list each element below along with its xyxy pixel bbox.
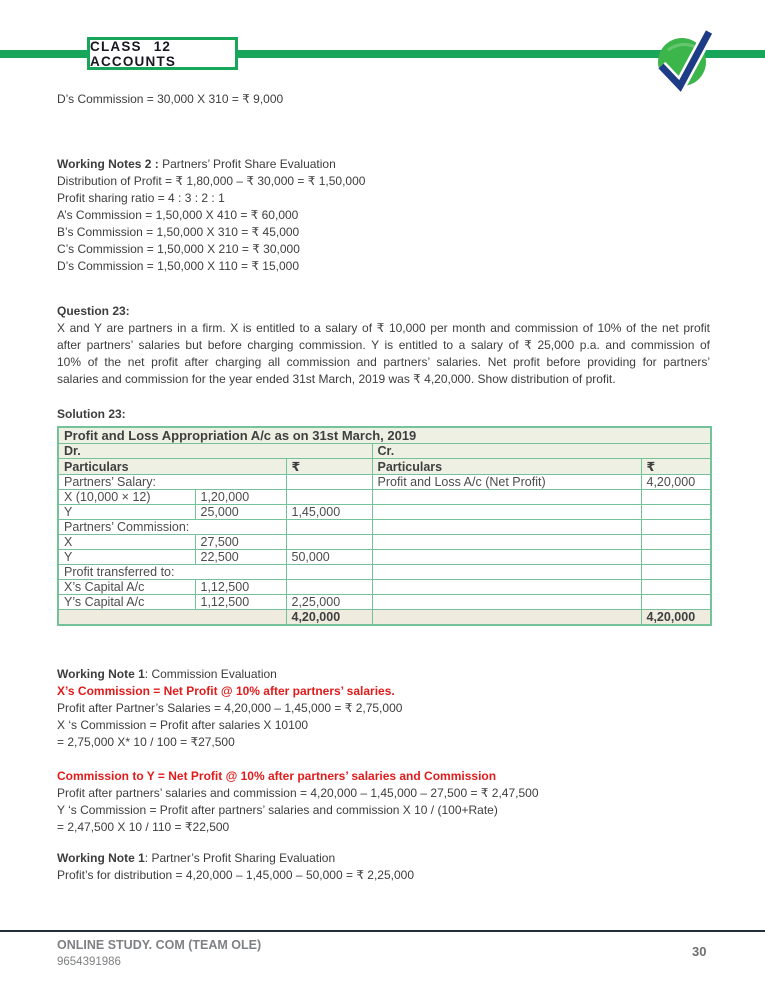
- cr-particular: Profit and Loss A/c (Net Profit): [372, 475, 641, 490]
- dr-amount: [286, 565, 372, 580]
- dr-inner-amount: 1,12,500: [195, 580, 286, 595]
- question-line: 10% of the net profit after charging all commission and partners’ salaries. Net profit before providing for partners’: [57, 355, 710, 369]
- footer-divider-line: [0, 930, 765, 932]
- table-row: [58, 505, 711, 520]
- solution-label: Solution 23:: [57, 407, 126, 421]
- question-line: after partners’ salaries but before charging commission. Y is entitled to a salary of ₹ 25,000 p.a. and commission of: [57, 338, 710, 352]
- dr-amount-header: ₹: [286, 459, 372, 475]
- cr-particular: [372, 595, 641, 610]
- cr-amount: [641, 520, 711, 535]
- page-number: 30: [692, 944, 707, 959]
- working-notes-2-line: C’s Commission = 1,50,000 X 210 = ₹ 30,000: [57, 242, 300, 256]
- intro-line: D’s Commission = 30,000 X 310 = ₹ 9,000: [57, 92, 284, 106]
- header-badge-label: CLASS 12 ACCOUNTS: [90, 38, 177, 69]
- cr-amount: [641, 595, 711, 610]
- brand-checkmark-icon: [648, 24, 720, 98]
- table-title-row: [58, 427, 711, 444]
- profit-loss-appropriation-table: [57, 426, 712, 626]
- table-header-row: [58, 459, 711, 475]
- dr-label: Dr.: [58, 444, 372, 459]
- working-notes-2-line: Distribution of Profit = ₹ 1,80,000 – ₹ 30,000 = ₹ 1,50,000: [57, 174, 366, 188]
- working-notes-2-title: Working Notes 2 : Partners’ Profit Share Evaluation: [57, 157, 336, 171]
- commission-to-y-line: Profit after partners’ salaries and commission = 4,20,000 – 1,45,000 – 27,500 = ₹ 2,47,500: [57, 786, 539, 800]
- cr-particular: [372, 520, 641, 535]
- working-notes-2-section: [57, 156, 710, 275]
- table-row: [58, 490, 711, 505]
- dr-amount: [286, 475, 372, 490]
- working-notes-2-line: B’s Commission = 1,50,000 X 310 = ₹ 45,000: [57, 225, 300, 239]
- commission-to-y-line: = 2,47,500 X 10 / 110 = ₹22,500: [57, 820, 230, 834]
- dr-particular: X’s Capital A/c: [58, 580, 195, 595]
- dr-amount: [286, 520, 372, 535]
- table-row: [58, 595, 711, 610]
- question-line: salaries and commission for the year ended 31st March, 2019 was ₹ 4,20,000. Show distribution of profit.: [57, 372, 616, 386]
- working-note-1b-title: Working Note 1: Partner’s Profit Sharing Evaluation: [57, 851, 336, 865]
- cr-total: 4,20,000: [641, 610, 711, 626]
- working-notes-2-line: D’s Commission = 1,50,000 X 110 = ₹ 15,000: [57, 259, 299, 273]
- dr-inner-amount: 27,500: [195, 535, 286, 550]
- question-line: X and Y are partners in a firm. X is entitled to a salary of ₹ 10,000 per month and commission of 10% of the net profit: [57, 321, 710, 335]
- commission-to-y-line: Y ‘s Commission = Profit after partners’ salaries and commission X 10 / (100+Rate): [57, 803, 498, 817]
- dr-amount: [286, 490, 372, 505]
- working-notes-2-line: Profit sharing ratio = 4 : 3 : 2 : 1: [57, 191, 225, 205]
- dr-inner-amount: 1,12,500: [195, 595, 286, 610]
- cr-total-spacer: [372, 610, 641, 626]
- dr-inner-amount: 22,500: [195, 550, 286, 565]
- working-note-1b-section: [57, 850, 710, 884]
- working-note-1a-line: = 2,75,000 X* 10 / 100 = ₹27,500: [57, 735, 235, 749]
- cr-label: Cr.: [372, 444, 711, 459]
- cr-particular: [372, 535, 641, 550]
- cr-amount: [641, 565, 711, 580]
- cr-amount: [641, 490, 711, 505]
- dr-particular: Profit transferred to:: [58, 565, 286, 580]
- dr-particular: X (10,000 × 12): [58, 490, 195, 505]
- cr-particular: [372, 565, 641, 580]
- table-drcr-row: [58, 444, 711, 459]
- dr-inner-amount: 1,20,000: [195, 490, 286, 505]
- question-label: Question 23:: [57, 304, 130, 318]
- working-note-1a-title: Working Note 1: Commission Evaluation: [57, 667, 277, 681]
- dr-total-spacer: [58, 610, 286, 626]
- working-note-1a-line: X ‘s Commission = Profit after salaries X 10100: [57, 718, 309, 732]
- dr-inner-amount: 25,000: [195, 505, 286, 520]
- header-badge: [87, 37, 238, 70]
- working-note-1a-highlight: X’s Commission = Net Profit @ 10% after partners’ salaries.: [57, 684, 395, 698]
- working-notes-2-line: A’s Commission = 1,50,000 X 410 = ₹ 60,000: [57, 208, 299, 222]
- table-row: [58, 565, 711, 580]
- commission-to-y-section: [57, 768, 710, 836]
- table-row: [58, 475, 711, 490]
- working-note-1a-line: Profit after Partner’s Salaries = 4,20,000 – 1,45,000 = ₹ 2,75,000: [57, 701, 403, 715]
- dr-amount: 50,000: [286, 550, 372, 565]
- cr-particular: [372, 580, 641, 595]
- table-total-row: [58, 610, 711, 626]
- footer-organization: ONLINE STUDY. COM (TEAM OLE): [57, 938, 262, 952]
- dr-amount: 2,25,000: [286, 595, 372, 610]
- cr-particular: [372, 505, 641, 520]
- dr-particular: Y: [58, 550, 195, 565]
- table-title: Profit and Loss Appropriation A/c as on 31st March, 2019: [58, 427, 711, 444]
- dr-particular: Partners’ Salary:: [58, 475, 286, 490]
- cr-particulars-header: Particulars: [372, 459, 641, 475]
- working-note-1b-line: Profit’s for distribution = 4,20,000 – 1,45,000 – 50,000 = ₹ 2,25,000: [57, 868, 414, 882]
- dr-total: 4,20,000: [286, 610, 372, 626]
- cr-amount: 4,20,000: [641, 475, 711, 490]
- cr-amount: [641, 505, 711, 520]
- cr-amount-header: ₹: [641, 459, 711, 475]
- dr-particular: X: [58, 535, 195, 550]
- dr-amount: 1,45,000: [286, 505, 372, 520]
- cr-particular: [372, 490, 641, 505]
- table-row: [58, 550, 711, 565]
- table-row: [58, 520, 711, 535]
- working-note-1a-section: [57, 666, 710, 751]
- footer-phone-number: 9654391986: [57, 956, 121, 968]
- cr-amount: [641, 580, 711, 595]
- dr-amount: [286, 580, 372, 595]
- dr-particulars-header: Particulars: [58, 459, 286, 475]
- dr-particular: Y’s Capital A/c: [58, 595, 195, 610]
- cr-particular: [372, 550, 641, 565]
- cr-amount: [641, 535, 711, 550]
- dr-particular: Partners’ Commission:: [58, 520, 286, 535]
- table-row: [58, 580, 711, 595]
- cr-amount: [641, 550, 711, 565]
- dr-particular: Y: [58, 505, 195, 520]
- dr-amount: [286, 535, 372, 550]
- question-section: [57, 303, 710, 388]
- commission-to-y-highlight: Commission to Y = Net Profit @ 10% after partners’ salaries and Commission: [57, 769, 497, 783]
- table-row: [58, 535, 711, 550]
